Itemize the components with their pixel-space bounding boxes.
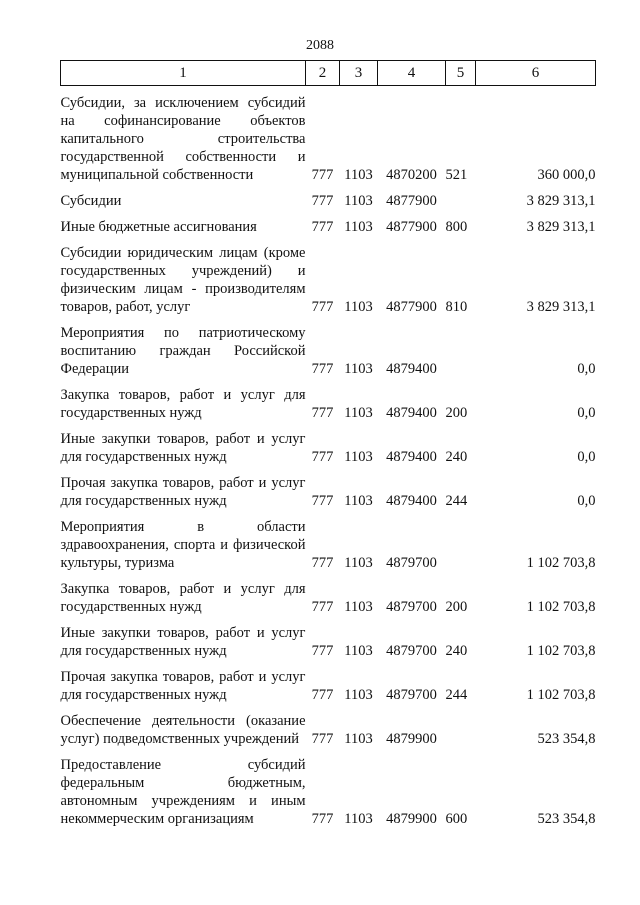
row-section-code: 1103 <box>344 643 373 659</box>
row-amount: 0,0 <box>577 361 596 377</box>
row-amount: 1 102 703,8 <box>526 643 596 659</box>
row-section-code: 1103 <box>344 219 373 235</box>
row-admin-code: 777 <box>311 405 334 421</box>
budget-table <box>60 60 596 830</box>
row-name: Прочая закупка товаров, работ и услуг для государственных нужд <box>60 475 306 509</box>
table-row <box>61 186 596 212</box>
table-header-row <box>61 61 596 86</box>
table-row <box>61 662 596 706</box>
table-row <box>61 86 596 187</box>
row-expense-type: 200 <box>445 599 468 615</box>
row-expense-type: 200 <box>445 405 468 421</box>
table-row <box>61 618 596 662</box>
row-section-code: 1103 <box>344 555 373 571</box>
row-amount: 0,0 <box>577 405 596 421</box>
column-header-5: 5 <box>446 61 476 86</box>
row-section-code: 1103 <box>344 811 373 827</box>
row-name: Закупка товаров, работ и услуг для государственных нужд <box>60 581 306 615</box>
row-name: Мероприятия по патриотическому воспитанию граждан Российской Федерации <box>60 325 306 377</box>
row-amount: 1 102 703,8 <box>526 599 596 615</box>
row-expense-type: 521 <box>445 167 468 183</box>
row-target-code: 4879900 <box>386 731 437 747</box>
row-expense-type <box>446 186 476 212</box>
row-target-code: 4879900 <box>386 811 437 827</box>
row-amount: 1 102 703,8 <box>526 687 596 703</box>
row-name: Субсидии юридическим лицам (кроме государственных учреждений) и физическим лицам - производителям товаров, работ, услуг <box>60 245 306 315</box>
row-name: Прочая закупка товаров, работ и услуг для государственных нужд <box>60 669 306 703</box>
row-amount: 360 000,0 <box>537 167 596 183</box>
row-admin-code: 777 <box>311 219 334 235</box>
row-expense-type <box>446 706 476 750</box>
row-amount: 523 354,8 <box>537 731 596 747</box>
table-row <box>61 574 596 618</box>
row-amount: 1 102 703,8 <box>526 555 596 571</box>
row-name: Предоставление субсидий федеральным бюджетным, автономным учреждениям и иным некоммерческим организациям <box>60 757 306 827</box>
row-amount: 3 829 313,1 <box>526 219 596 235</box>
page-number: 2088 <box>306 38 334 53</box>
column-header-4: 4 <box>378 61 446 86</box>
row-target-code: 4879700 <box>386 687 437 703</box>
row-admin-code: 777 <box>311 643 334 659</box>
column-header-1: 1 <box>61 61 306 86</box>
table-row <box>61 212 596 238</box>
row-target-code: 4879400 <box>386 361 437 377</box>
row-expense-type: 600 <box>445 811 468 827</box>
row-amount: 0,0 <box>577 449 596 465</box>
row-name: Субсидии <box>60 193 122 209</box>
table-row <box>61 706 596 750</box>
row-admin-code: 777 <box>311 299 334 315</box>
row-expense-type: 240 <box>445 643 468 659</box>
row-section-code: 1103 <box>344 687 373 703</box>
row-name: Мероприятия в области здравоохранения, спорта и физической культуры, туризма <box>60 519 306 571</box>
row-expense-type: 800 <box>445 219 468 235</box>
row-expense-type: 244 <box>445 687 468 703</box>
row-expense-type <box>446 318 476 380</box>
row-admin-code: 777 <box>311 361 334 377</box>
table-row <box>61 238 596 318</box>
row-section-code: 1103 <box>344 493 373 509</box>
column-header-2: 2 <box>306 61 340 86</box>
row-target-code: 4879400 <box>386 493 437 509</box>
row-target-code: 4879400 <box>386 405 437 421</box>
row-expense-type: 810 <box>445 299 468 315</box>
table-row <box>61 512 596 574</box>
row-section-code: 1103 <box>344 167 373 183</box>
row-amount: 3 829 313,1 <box>526 193 596 209</box>
row-target-code: 4877900 <box>386 219 437 235</box>
row-target-code: 4870200 <box>386 167 437 183</box>
row-admin-code: 777 <box>311 687 334 703</box>
column-header-3: 3 <box>340 61 378 86</box>
row-name: Субсидии, за исключением субсидий на софинансирование объектов капитального строительства государственной собственности и муниципальной собственности <box>60 95 306 183</box>
row-expense-type <box>446 512 476 574</box>
row-name: Иные закупки товаров, работ и услуг для государственных нужд <box>60 625 306 659</box>
row-admin-code: 777 <box>311 167 334 183</box>
row-section-code: 1103 <box>344 449 373 465</box>
row-admin-code: 777 <box>311 599 334 615</box>
table-row <box>61 318 596 380</box>
row-section-code: 1103 <box>344 193 373 209</box>
row-expense-type: 240 <box>445 449 468 465</box>
table-row <box>61 750 596 830</box>
row-admin-code: 777 <box>311 449 334 465</box>
table-row <box>61 468 596 512</box>
row-expense-type: 244 <box>445 493 468 509</box>
row-name: Обеспечение деятельности (оказание услуг) подведомственных учреждений <box>60 713 306 747</box>
row-amount: 3 829 313,1 <box>526 299 596 315</box>
column-header-6: 6 <box>476 61 596 86</box>
row-target-code: 4879400 <box>386 449 437 465</box>
row-section-code: 1103 <box>344 405 373 421</box>
row-amount: 523 354,8 <box>537 811 596 827</box>
row-target-code: 4877900 <box>386 299 437 315</box>
table-row <box>61 380 596 424</box>
row-section-code: 1103 <box>344 299 373 315</box>
row-target-code: 4877900 <box>386 193 437 209</box>
row-target-code: 4879700 <box>386 555 437 571</box>
row-admin-code: 777 <box>311 555 334 571</box>
row-amount: 0,0 <box>577 493 596 509</box>
row-section-code: 1103 <box>344 361 373 377</box>
row-admin-code: 777 <box>311 493 334 509</box>
row-admin-code: 777 <box>311 731 334 747</box>
row-name: Иные закупки товаров, работ и услуг для государственных нужд <box>60 431 306 465</box>
row-target-code: 4879700 <box>386 599 437 615</box>
row-section-code: 1103 <box>344 731 373 747</box>
row-name: Закупка товаров, работ и услуг для государственных нужд <box>60 387 306 421</box>
row-admin-code: 777 <box>311 193 334 209</box>
row-section-code: 1103 <box>344 599 373 615</box>
row-target-code: 4879700 <box>386 643 437 659</box>
table-row <box>61 424 596 468</box>
row-name: Иные бюджетные ассигнования <box>60 219 257 235</box>
row-admin-code: 777 <box>311 811 334 827</box>
